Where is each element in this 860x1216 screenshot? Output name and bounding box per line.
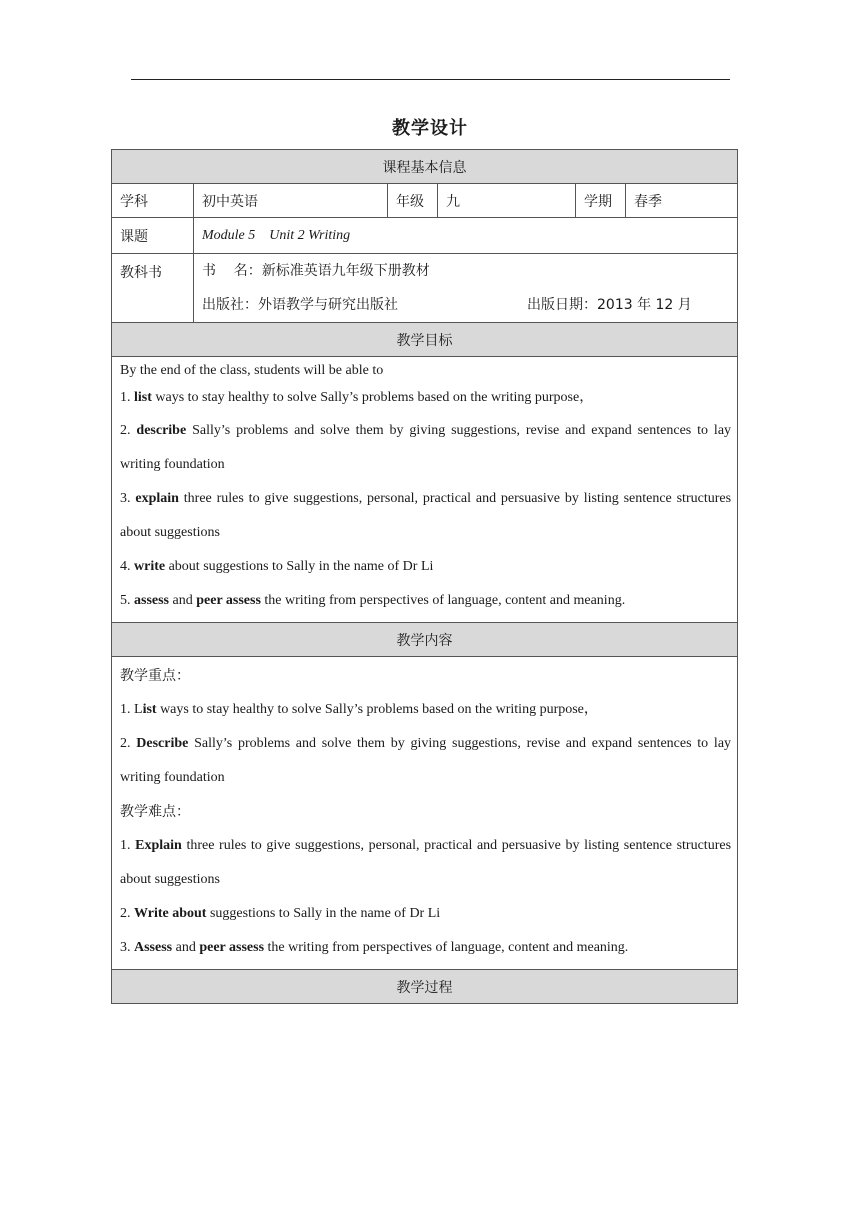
book-name-label: 书 名： bbox=[202, 263, 262, 279]
process-header-row bbox=[112, 970, 738, 1004]
section-header-objectives: 教学目标 bbox=[112, 323, 738, 357]
objective-item-1: 1. list ways to stay healthy to solve Sally’s problems based on the writing purpose， bbox=[120, 390, 594, 405]
textbook-label: 教科书 bbox=[112, 254, 194, 323]
textbook-row bbox=[112, 254, 738, 323]
topic-text: Module 5 Unit 2 Writing bbox=[202, 227, 351, 243]
key-point-1: 1. List ways to stay healthy to solve Sally’s problems based on the writing purpose， bbox=[120, 702, 598, 717]
objective-item-4: 4. write about suggestions to Sally in the name of Dr Li bbox=[120, 559, 434, 574]
subject-row bbox=[112, 184, 738, 218]
content-body bbox=[112, 657, 738, 970]
publisher-label: 出版社： bbox=[202, 297, 258, 313]
objectives-intro: By the end of the class, students will be able to bbox=[120, 363, 384, 378]
grade-label: 年级 bbox=[388, 184, 438, 218]
topic-label: 课题 bbox=[112, 218, 194, 254]
section-header-content: 教学内容 bbox=[112, 623, 738, 657]
objective-item-5: 5. assess and peer assess the writing from perspectives of language, content and meaning. bbox=[120, 593, 626, 608]
pub-date-value: 2013 年 12 月 bbox=[597, 297, 692, 313]
objectives-header-row bbox=[112, 323, 738, 357]
textbook-info bbox=[194, 254, 738, 323]
pub-date bbox=[527, 288, 692, 322]
subject-label: 学科 bbox=[112, 184, 194, 218]
topic-row bbox=[112, 218, 738, 254]
section-header-basic-info: 课程基本信息 bbox=[112, 150, 738, 184]
header-rule bbox=[131, 79, 730, 80]
publisher-line bbox=[202, 288, 729, 322]
difficult-point-2: 2. Write about suggestions to Sally in the name of Dr Li bbox=[120, 906, 441, 921]
content-body-row bbox=[112, 657, 738, 970]
topic-value bbox=[194, 218, 738, 254]
subject-value: 初中英语 bbox=[194, 184, 388, 218]
basic-info-header-row bbox=[112, 150, 738, 184]
term-value: 春季 bbox=[626, 184, 738, 218]
lesson-plan-table bbox=[111, 149, 738, 1004]
term-label: 学期 bbox=[576, 184, 626, 218]
difficult-point-1: 1. Explain three rules to give suggestions, personal, practical and persuasive by listing sentence structures about suggestions bbox=[120, 838, 732, 887]
objectives-body-row bbox=[112, 357, 738, 623]
book-name-line bbox=[202, 254, 729, 288]
objective-item-2: 2. describe Sally’s problems and solve them by giving suggestions, revise and expand sentences to lay writing foundation bbox=[120, 423, 732, 472]
objective-item-3: 3. explain three rules to give suggestions, personal, practical and persuasive by listing sentence structures about suggestions bbox=[120, 491, 732, 540]
key-point-2: 2. Describe Sally’s problems and solve them by giving suggestions, revise and expand sentences to lay writing foundation bbox=[120, 736, 732, 785]
pub-date-label: 出版日期： bbox=[527, 297, 597, 313]
publisher-value: 外语教学与研究出版社 bbox=[258, 297, 398, 313]
difficult-point-3: 3. Assess and peer assess the writing from perspectives of language, content and meaning. bbox=[120, 940, 629, 955]
grade-value: 九 bbox=[438, 184, 576, 218]
book-name-value: 新标准英语九年级下册教材 bbox=[261, 263, 430, 279]
difficult-points-label: 教学难点： bbox=[120, 804, 190, 820]
section-header-process: 教学过程 bbox=[112, 970, 738, 1004]
objectives-body bbox=[112, 357, 738, 623]
document-title: 教学设计 bbox=[392, 118, 468, 139]
key-points-label: 教学重点： bbox=[120, 668, 190, 684]
content-header-row bbox=[112, 623, 738, 657]
